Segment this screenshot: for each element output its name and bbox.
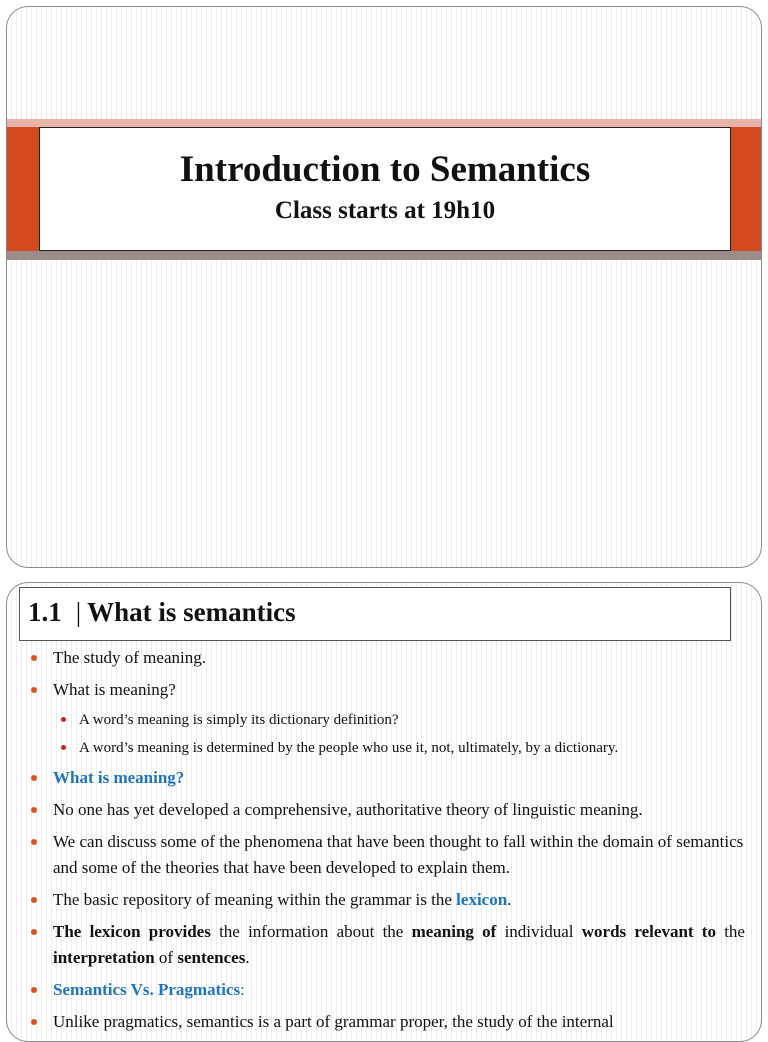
section-heading [19, 587, 731, 641]
sub-list-item [23, 709, 745, 731]
bullet-list [23, 645, 745, 1041]
bullet-text: No one has yet developed a comprehensive, authoritative theory of linguistic meaning. [53, 800, 643, 819]
list-item [23, 887, 745, 913]
bullet-dot-icon [31, 987, 37, 993]
lexicon-term: lexicon [456, 890, 508, 909]
list-item [23, 677, 745, 703]
bullet-text: individual [496, 922, 582, 941]
list-item [23, 645, 745, 671]
bullet-text-bold: sentences [177, 948, 246, 967]
sub-bullet-dot-icon [61, 745, 66, 750]
sub-bullet-dot-icon [61, 717, 66, 722]
bullet-text: the [715, 922, 745, 941]
bullet-text-end: . [507, 890, 512, 909]
slide-subtitle: Class starts at 19h10 [274, 197, 496, 224]
bullet-dot-icon [31, 775, 37, 781]
list-item [23, 829, 745, 881]
bullet-text: The study of meaning. [53, 648, 206, 667]
bullet-text: We can discuss some of the phenomena that have been thought to fall within the domain of semantics and some of the theories that have been developed to explain them. [53, 832, 744, 877]
bullet-dot-icon [31, 687, 37, 693]
bullet-text-bold: words relevant to [581, 922, 716, 941]
list-item [23, 977, 745, 1003]
list-item [23, 919, 745, 971]
bullet-dot-icon [31, 897, 37, 903]
bullet-text-highlight: What is meaning? [53, 768, 185, 787]
bullet-text-highlight: Semantics Vs. Pragmatics [53, 980, 241, 999]
bullet-dot-icon [31, 929, 37, 935]
sub-bullet-text: A word’s meaning is determined by the people who use it, not, ultimately, by a dictionary. [79, 740, 619, 756]
bullet-text-colon: : [240, 980, 245, 999]
bullet-text-bold: interpretation [53, 948, 155, 967]
bullet-dot-icon [31, 655, 37, 661]
bullet-text-bold: meaning of [411, 922, 497, 941]
bullet-text: of [154, 948, 178, 967]
list-item [23, 765, 745, 791]
sub-list-item [23, 737, 745, 759]
bullet-text-bold: The lexicon provides [53, 922, 211, 941]
title-band-left-accent [7, 127, 41, 251]
content-slide [6, 582, 762, 1042]
title-band-bottom [7, 251, 761, 260]
sub-bullet-text: A word’s meaning is simply its dictionary definition? [79, 712, 399, 728]
bullet-dot-icon [31, 1019, 37, 1025]
list-item [23, 1009, 745, 1035]
section-number: 1.1 [28, 597, 62, 627]
title-band-top [7, 119, 761, 127]
bullet-text: The basic repository of meaning within the grammar is the [53, 890, 452, 909]
section-heading-text: What is semantics [87, 597, 296, 627]
bullet-text: What is meaning? [53, 680, 176, 699]
title-box [39, 127, 731, 251]
list-item [23, 797, 745, 823]
heading-separator: | [75, 597, 82, 627]
bullet-text: the information about the [210, 922, 412, 941]
bullet-dot-icon [31, 839, 37, 845]
bullet-text: Unlike pragmatics, semantics is a part of grammar proper, the study of the internal [53, 1012, 614, 1031]
bullet-text: . [245, 948, 250, 967]
title-slide [6, 6, 762, 568]
bullet-dot-icon [31, 807, 37, 813]
slide-title: Introduction to Semantics [179, 149, 591, 190]
title-band-right-accent [731, 127, 761, 251]
